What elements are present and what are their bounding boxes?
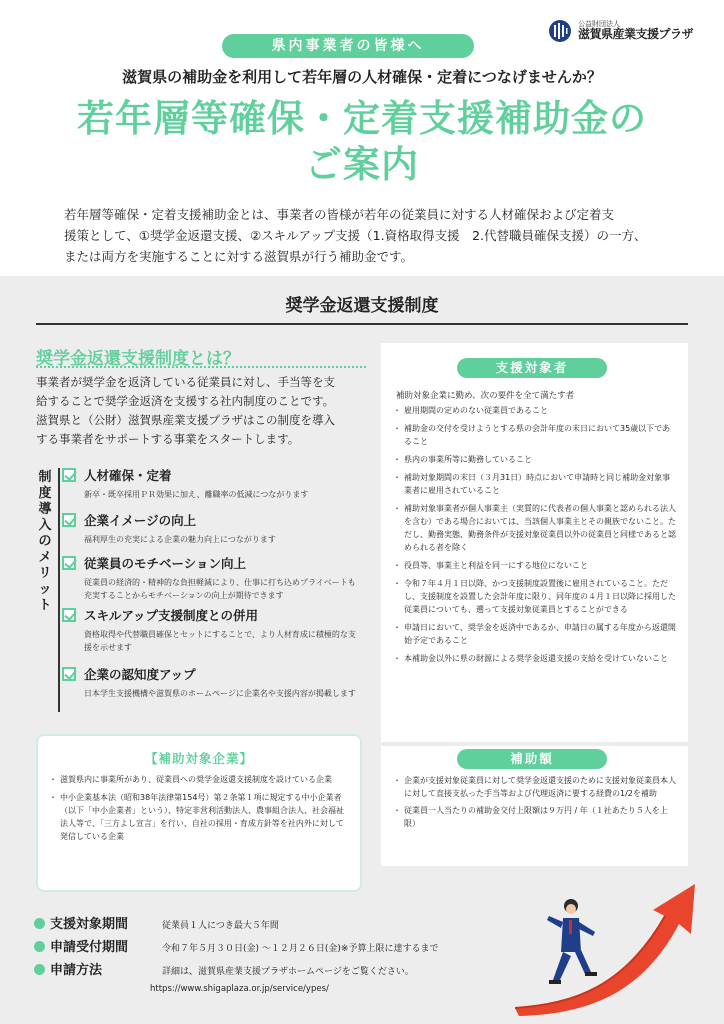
bullet-icon xyxy=(34,918,45,929)
section-divider xyxy=(36,323,688,325)
logo-mark-icon xyxy=(548,19,572,43)
organization-logo xyxy=(548,16,714,46)
list-item: ・ 申請日において、奨学金を返済中であるか、申請日の属する年度から返還開始予定であること xyxy=(396,621,676,647)
merit-description: 福利厚生の充実による企業の魅力向上につながります xyxy=(84,535,276,544)
title-line-2: ご案内 xyxy=(305,143,419,186)
application-method-label: 申請方法 xyxy=(50,963,103,978)
merit-title: 人材確保・定着 xyxy=(84,468,172,483)
checkbox-icon xyxy=(62,556,76,570)
support-period-value: 従業員１人につき最大５年間 xyxy=(162,921,279,931)
program-line-2: 給することで奨学金返済を支援する社内制度のことです。 xyxy=(36,394,335,408)
merit-item xyxy=(62,511,362,546)
list-item: ・ 令和７年４月１日以降、かつ支援制度設置後に雇用されていること。ただし、支援制度を設置した会計年度に限り、同年度の４月１日以降に採用した従業員についても、遡って支援対象従業員とすることができる xyxy=(396,577,676,616)
merit-description: 日本学生支援機構や滋賀県のホームページに企業名や支援内容が掲載します xyxy=(84,689,356,698)
merit-item xyxy=(62,554,362,602)
program-line-1: 事業者が奨学金を返済している従業員に対し、手当等を支 xyxy=(36,375,335,389)
intro-paragraph xyxy=(64,204,660,267)
logo-name: 滋賀県産業支援プラザ xyxy=(578,27,694,42)
list-item: ・ 滋賀県内に事業所があり、従業員への奨学金返還支援制度を設けている企業 xyxy=(52,773,350,786)
page-title xyxy=(0,96,724,188)
eligible-list xyxy=(52,773,350,848)
application-method-row xyxy=(34,959,414,978)
merit-title: 企業イメージの向上 xyxy=(84,513,197,528)
list-item: ・ 企業が支援対象従業員に対して奨学金返還支援のために支援対象従業員本人に対して直接支払った手当等および代理返済に要する経費の1/2を補助 xyxy=(396,774,676,800)
target-pill: 支援対象者 xyxy=(457,358,607,378)
merit-title: 従業員のモチベーション向上 xyxy=(84,556,247,571)
program-line-4: する事業者をサポートする事業をスタートします。 xyxy=(36,432,300,446)
rising-arrow-illustration xyxy=(505,876,705,1016)
aid-list xyxy=(396,774,676,834)
application-period-label: 申請受付期間 xyxy=(50,940,129,955)
application-period-row xyxy=(34,936,438,955)
businessperson-icon xyxy=(547,899,597,984)
intro-line-3: または両方を実施することに対する滋賀県が行う補助金です。 xyxy=(64,249,414,264)
list-item: ・ 従業員一人当たりの補助金交付上限額は９万円 / 年（１社あたり５人を上限） xyxy=(396,804,676,830)
support-period-label: 支援対象期間 xyxy=(50,917,129,932)
eligible-title: 【補助対象企業】 xyxy=(144,751,253,766)
merit-item xyxy=(62,466,362,501)
section-title: 奨学金返還支援制度 xyxy=(285,296,439,316)
list-item: ・ 補助対象事業者が個人事業主（実質的に代表者の個人事業と認められる法人を含む）である場合においては、当該個人事業主とその親族でないこと。ただし、勤務実態、勤務条件が支援対象従業員以外の従業員と同様であると認められる者を除く xyxy=(396,502,676,554)
merit-item xyxy=(62,665,362,700)
target-lead: 補助対象企業に勤め、次の要件を全て満たす者 xyxy=(396,391,575,401)
checkbox-icon xyxy=(62,608,76,622)
merit-item xyxy=(62,606,362,654)
bullet-icon xyxy=(34,964,45,975)
list-item: ・ 中小企業基本法（昭和38年法律第154号）第２条第１項に規定する中小企業者（以下「中小企業者」という）、特定非営利活動法人、農事組合法人、社会福祉法人等で、「三方よし宣言」を行い、自社の採用・育成方針等を社内外に対して発信している企業 xyxy=(52,791,350,843)
program-heading-underline xyxy=(36,366,366,368)
merit-description: 新卒・既卒採用ＰＲ効果に加え、離職率の低減につながります xyxy=(84,490,309,499)
list-item: ・ 補助金の交付を受けようとする県の会計年度の末日において35歳以下であること xyxy=(396,422,676,448)
program-description xyxy=(36,373,362,449)
title-line-1: 若年層等確保・定着支援補助金の xyxy=(77,97,647,140)
program-heading: 奨学金返還支援制度とは？ xyxy=(36,349,240,369)
bullet-icon xyxy=(34,941,45,952)
audience-pill: 県内事業者の皆様へ xyxy=(222,34,474,58)
program-line-3: 滋賀県と（公財）滋賀県産業支援プラザはこの制度を導入 xyxy=(36,413,335,427)
logo-subtitle: 公益財団法人 xyxy=(578,19,620,28)
application-period-value: 令和７年５月３０日(金) 〜１２月２６日(金)※予算上限に達するまで xyxy=(162,944,439,954)
merit-divider xyxy=(58,468,60,712)
aid-pill: 補助額 xyxy=(457,749,607,769)
list-item: ・ 本補助金以外に県の財源による奨学金返還支援の支給を受けていないこと xyxy=(396,652,676,665)
merit-description: 従業員の経済的・精神的な負担軽減により、仕事に打ち込めプライベートも充実することからモチベーションの向上が期待できます xyxy=(84,578,356,600)
list-item: ・ 役員等、事業主と利益を同一にする地位にないこと xyxy=(396,559,676,572)
list-item: ・ 県内の事業所等に勤務していること xyxy=(396,453,676,466)
list-item: ・ 雇用期間の定めのない従業員であること xyxy=(396,404,676,417)
list-item: ・ 補助対象期間の末日（３月31日）時点において申請時と同じ補助金対象事業者に雇用されていること xyxy=(396,471,676,497)
website-link[interactable]: https://www.shigaplaza.or.jp/service/ypes/ xyxy=(150,984,329,994)
support-period-row xyxy=(34,913,279,932)
lead-question: 滋賀県の補助金を利用して若年層の人材確保・定着につなげませんか？ xyxy=(122,68,602,86)
application-method-value: 詳細は、滋賀県産業支援プラザホームページをご覧ください。 xyxy=(162,967,414,977)
intro-line-1: 若年層等確保・定着支援補助金とは、事業者の皆様が若年の従業員に対する人材確保および定着支 xyxy=(64,207,615,222)
checkbox-icon xyxy=(62,667,76,681)
merit-title: 企業の認知度アップ xyxy=(84,667,196,682)
merit-description: 資格取得や代替職員確保とセットにすることで、より人材育成に積極的な支援を示せます xyxy=(84,630,356,652)
checkbox-icon xyxy=(62,513,76,527)
target-list xyxy=(396,404,676,670)
intro-line-2: 援策として、①奨学金返還支援、②スキルアップ支援（1.資格取得支援 2.代替職員確保支援）の一方、 xyxy=(64,228,647,243)
merit-vertical-label: 制度導入のメリット xyxy=(38,470,52,613)
checkbox-icon xyxy=(62,468,76,482)
merit-title: スキルアップ支援制度との併用 xyxy=(84,608,259,623)
